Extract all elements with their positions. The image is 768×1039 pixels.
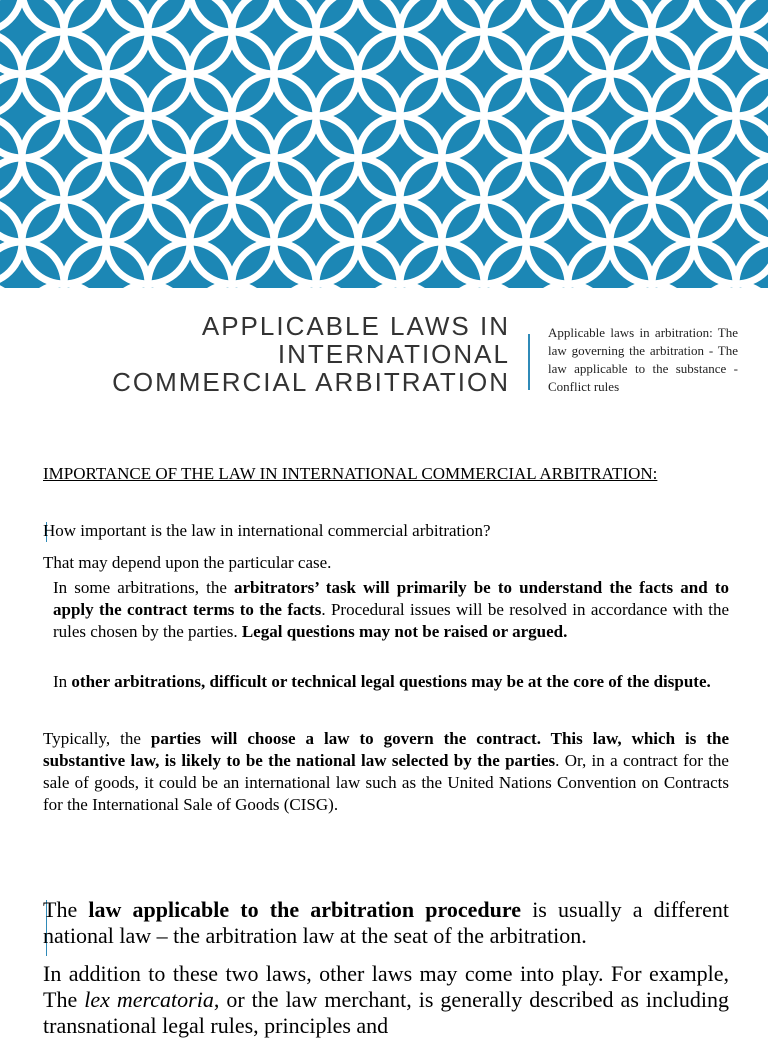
procedure-law-paragraph: The law applicable to the arbitration procedure is usually a different national law – the arbitration law at the seat of the arbitration. [43,897,730,948]
question-text: How important is the law in international commercial arbitration? [43,521,491,540]
title-line-1: APPLICABLE LAWS IN [201,311,510,341]
section-heading: IMPORTANCE OF THE LAW IN INTERNATIONAL COMMERCIAL ARBITRATION: [43,464,658,483]
other-laws-paragraph: In addition to these two laws, other laws may come into play. For example, The lex mercatoria, or the law merchant, is generally described as including transnational legal rules, principles and [43,961,729,1038]
depends-text: That may depend upon the particular case. [43,553,332,572]
bullet-item: In some arbitrations, the arbitrators’ task will primarily be to understand the facts and to apply the contract terms to the facts. Procedural issues will be resolved in accordance with the rules chosen by the parties. Legal questions may not be raised or argued. [53,578,730,641]
bullet-item: In other arbitrations, difficult or technical legal questions may be at the core of the dispute. [53,672,711,691]
typically-paragraph: Typically, the parties will choose a law to govern the contract. This law, which is the substantive law, is likely to be the national law selected by the parties. Or, in a contract for the sale of goods, it could be an international law such as the United Nations Convention on Contracts for the International Sale of Goods (CISG). [43,729,729,814]
title-line-2: INTERNATIONAL [277,339,510,369]
decorative-banner [0,0,768,288]
slide-title [40,312,510,396]
slide-subtitle: Applicable laws in arbitration: The law governing the arbitration - The law applicable to the substance - Conflict rules [548,325,738,394]
title-divider [528,334,530,390]
title-line-3: COMMERCIAL ARBITRATION [112,367,510,397]
